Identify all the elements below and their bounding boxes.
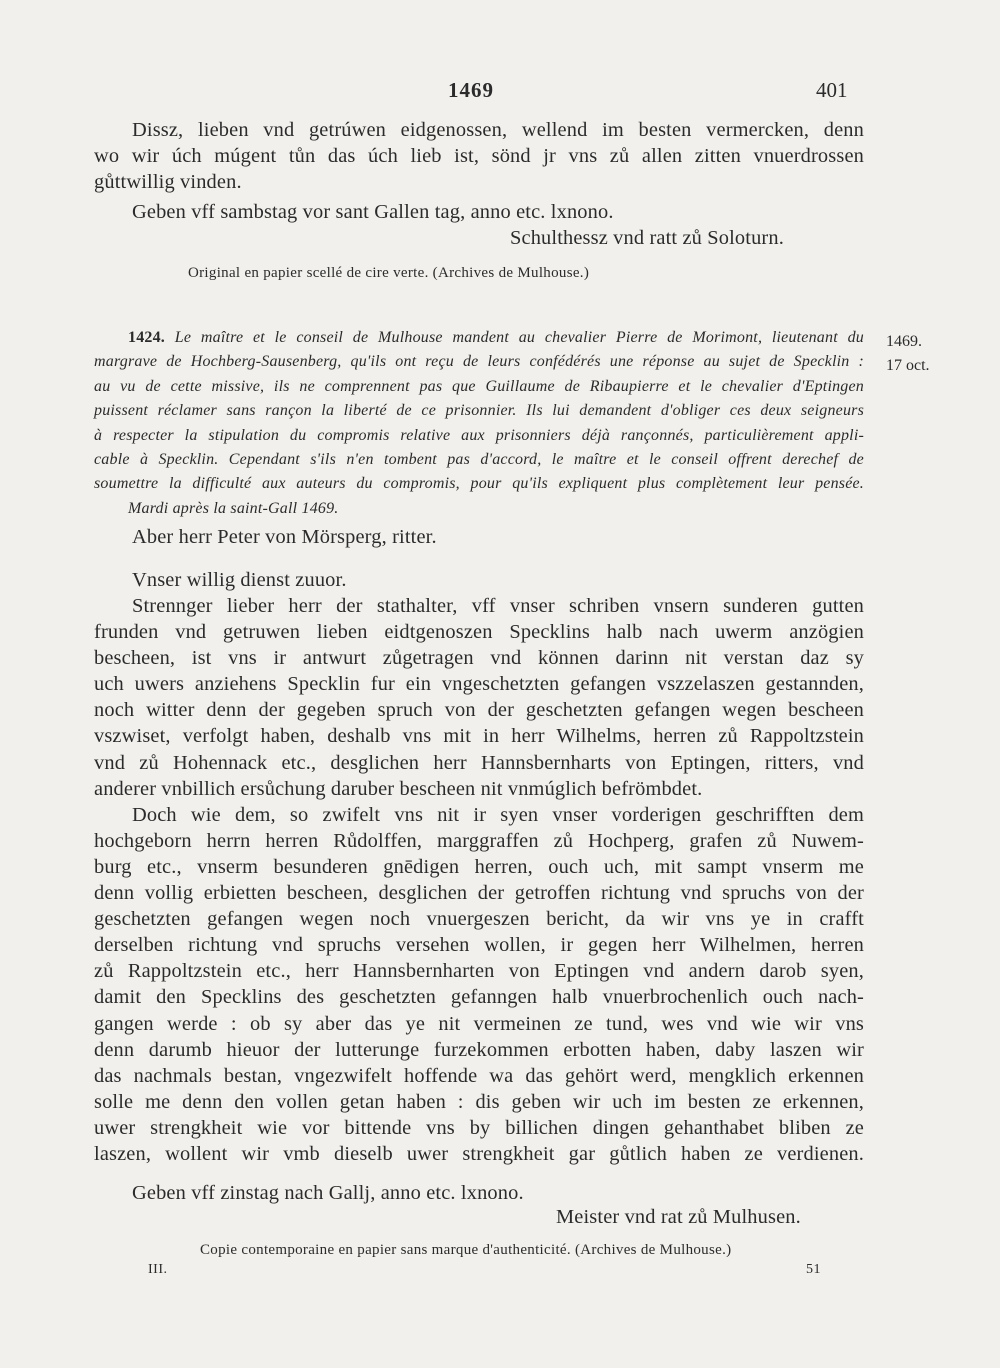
text-line: Strennger lieber herr der stathalter, vff vnser schriben vnsern sunderen gutten bbox=[132, 595, 864, 617]
text-line: vszwiset, verfolgt haben, deshalb vns mit in herr Wilhelms, herren zů Rappoltzstein bbox=[94, 725, 864, 748]
text-line: anderer vnbillich ersůchung daruber bescheen nit vnmúglich befrömbdet. bbox=[94, 777, 703, 800]
text-line: derselben richtung vnd spruchs versehen wollen, ir gegen herr Wilhelmen, herren bbox=[94, 934, 864, 957]
margin-year: 1469. bbox=[886, 333, 922, 350]
text-line: denn darumb hieuor der lutterunge furzekommen erbotten haben, daby laszen wir bbox=[94, 1038, 864, 1061]
regest-line: cable à Specklin. Cependant s'ils n'en tombent pas d'accord, le maître et le conseil offrent derechef de bbox=[94, 451, 864, 469]
text-line: frunden vnd getruwen lieben eidtgenoszen Specklins halb nach uwerm anzögien bbox=[94, 621, 864, 644]
volume-mark: III. bbox=[148, 1262, 168, 1277]
letter-greeting: Vnser willig dienst zuuor. bbox=[132, 569, 347, 591]
text-line: das nachmals bestan, vngezwifelt hoffende wa das gehört werd, mengklich erkennen bbox=[94, 1064, 864, 1087]
text-line: gangen werde : ob sy aber das ye nit vermeinen ze tund, wes vnd wie wir vns bbox=[94, 1012, 864, 1035]
text-line: solle me denn den vollen getan haben : dis geben wir uch im besten ze erkennen, bbox=[94, 1090, 864, 1113]
text-line: burg etc., vnserm besunderen gnēdigen herren, ouch uch, mit sampt vnserm me bbox=[94, 855, 864, 878]
signature-line: Meister vnd rat zů Mulhusen. bbox=[556, 1206, 801, 1228]
text-line: laszen, wollent wir vmb dieselb uwer strengkheit gar gůtlich haben ze verdienen. bbox=[94, 1142, 864, 1165]
signature-line: Schulthessz vnd ratt zů Soloturn. bbox=[510, 227, 784, 249]
text-line: zů Rappoltzstein etc., herr Hannsbernharten von Eptingen vnd andern darob syen, bbox=[94, 960, 864, 983]
letter-address: Aber herr Peter von Mörsperg, ritter. bbox=[132, 526, 437, 548]
text-line: Dissz, lieben vnd getrúwen eidgenossen, wellend im besten vermercken, denn bbox=[132, 119, 864, 141]
page-number: 401 bbox=[816, 78, 848, 102]
text-line: geschetzten gefangen wegen noch vnuergeszen bericht, da wir vns ye in crafft bbox=[94, 908, 864, 931]
date-line: Geben vff sambstag vor sant Gallen tag, anno etc. lxnono. bbox=[132, 201, 614, 223]
letter-body bbox=[94, 593, 864, 1167]
text-line: Doch wie dem, so zwifelt vns nit ir syen vnser vorderigen geschrifften dem bbox=[132, 803, 864, 826]
margin-date: 17 oct. bbox=[886, 357, 930, 374]
text-line: gůttwillig vinden. bbox=[94, 171, 242, 193]
source-note: Original en papier scellé de cire verte. (Archives de Mulhouse.) bbox=[188, 265, 590, 281]
text-line: vnd zů Hohennack etc., desglichen herr Hannsbernharts von Eptingen, ritters, vnd bbox=[94, 751, 864, 774]
text-line: hochgeborn herrn herren Růdolffen, marggraffen zů Hochperg, grafen zů Nuwem- bbox=[94, 829, 864, 852]
signature-mark: 51 bbox=[806, 1262, 821, 1277]
regest-line: margrave de Hochberg-Sausenberg, qu'ils ont reçu de leurs confédérés une réponse au sujet de Specklin : bbox=[94, 353, 864, 371]
source-note: Copie contemporaine en papier sans marque d'authenticité. (Archives de Mulhouse.) bbox=[200, 1242, 732, 1258]
text-line: wo wir úch múgent tůn das úch lieb ist, sönd jr vns zů allen zitten vnuerdrossen bbox=[94, 145, 864, 168]
regest-summary bbox=[94, 326, 864, 521]
letter-closing-paragraph bbox=[94, 117, 864, 169]
regest-line: puissent réclamer sans rançon la liberté de ce prisonnier. Ils lui demandent d'obliger ces deux seigneurs bbox=[94, 402, 864, 420]
running-header-year: 1469 bbox=[448, 78, 494, 102]
regest-date-line: Mardi après la saint-Gall 1469. bbox=[128, 499, 339, 517]
text-line: bescheen, ist vns ir antwurt zůgetragen vnd können darinn nit verstan daz sy bbox=[94, 647, 864, 670]
text-line: damit den Specklins des geschetzten gefanngen halb vnuerbrochenlich ouch nach- bbox=[94, 986, 864, 1009]
regest-line: au vu de cette missive, ils ne comprennent pas que Guillaume de Ribaupierre et le chevalier d'Eptingen bbox=[94, 377, 864, 395]
regest-line-1: 1424. Le maître et le conseil de Mulhouse mandent au chevalier Pierre de Morimont, lieutenant du bbox=[128, 329, 864, 346]
text-line: uwer strengkheit wie vor bittende vns by billichen dingen gehanthabet bliben ze bbox=[94, 1116, 864, 1139]
document-number: 1424. bbox=[128, 329, 165, 346]
text-line: uch uwers anziehens Specklin fur ein vngeschetzten gefangen vszzelaszen gestannden, bbox=[94, 673, 864, 696]
date-line: Geben vff zinstag nach Gallj, anno etc. lxnono. bbox=[132, 1182, 524, 1204]
text-line: denn vollig erbietten bescheen, desglichen der getroffen richtung vnd spruchs von der bbox=[94, 882, 864, 905]
regest-line: soumettre la difficulté aux auteurs du compromis, pour qu'ils expliquent plus complètement leur pensée. bbox=[94, 475, 864, 493]
text-line: noch witter denn der gegeben spruch von der geschetzten gefangen wegen bescheen bbox=[94, 699, 864, 722]
regest-line: à respecter la stipulation du compromis relative aux prisonniers déjà rançonnés, particulièrement appli- bbox=[94, 426, 864, 444]
